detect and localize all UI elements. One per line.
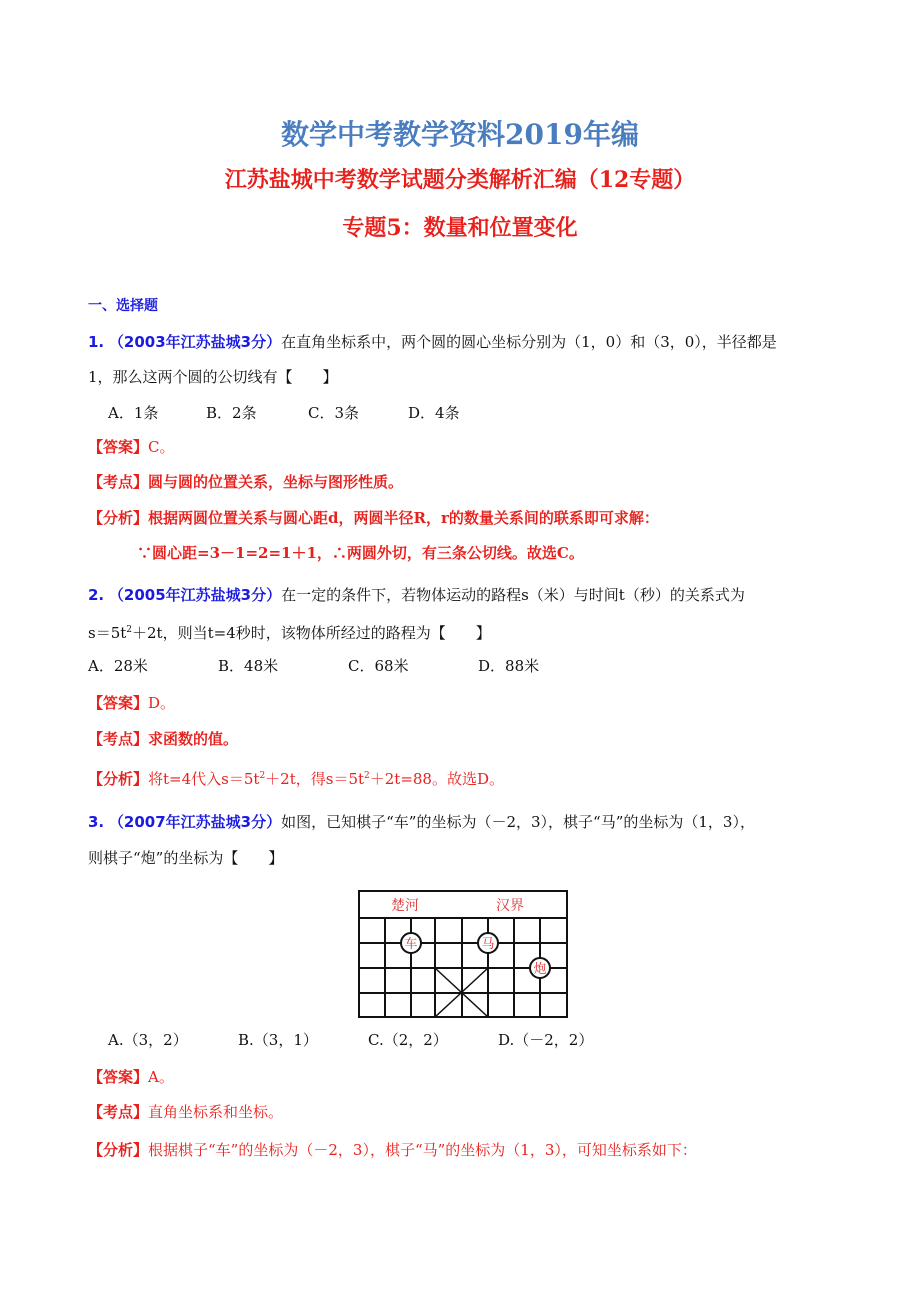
answer-value: A。 — [148, 1068, 174, 1086]
q2-option-c: C．68米 — [348, 657, 409, 675]
point-text: 直角坐标系和坐标。 — [148, 1103, 284, 1121]
doc-subtitle: 江苏盐城中考数学试题分类解析汇编（12专题） — [224, 167, 696, 193]
doc-title: 数学中考教学资料2019年编 — [281, 118, 639, 151]
analysis-tag: 【分析】 — [88, 770, 149, 788]
q2-text: 在一定的条件下，若物体运动的路程s（米）与时间t（秒）的关系式为 — [281, 586, 745, 604]
q1-line1 — [88, 332, 777, 352]
q3-option-b: B.（3，1） — [238, 1031, 318, 1049]
q2-option-d: D．88米 — [478, 657, 540, 675]
analysis-tag: 【分析】 — [88, 509, 149, 527]
q1-option-b: B．2条 — [206, 404, 257, 422]
point-text: 求函数的值。 — [148, 730, 239, 748]
answer-value: C。 — [148, 438, 175, 456]
q1-option-d: D．4条 — [408, 404, 460, 422]
answer-tag: 【答案】 — [88, 694, 149, 712]
q3-number: 3. — [88, 813, 105, 831]
q2-line1 — [88, 585, 745, 605]
q1-option-a: A．1条 — [108, 404, 159, 422]
q1-options — [108, 403, 460, 423]
point-text: 圆与圆的位置关系，坐标与图形性质。 — [148, 473, 404, 491]
point-tag: 【考点】 — [88, 730, 149, 748]
q3-options — [108, 1030, 593, 1050]
piece-che — [401, 933, 421, 953]
point-tag: 【考点】 — [88, 473, 149, 491]
chess-board-figure — [355, 886, 571, 1022]
exponent: 2 — [126, 625, 133, 635]
formula-tail: ＋2t — [132, 624, 163, 642]
q2-line2 — [88, 620, 491, 643]
q1-analysis-2: ∵圆心距=3－1=2=1＋1，∴两圆外切，有三条公切线。故选C。 — [137, 544, 584, 562]
point-tag: 【考点】 — [88, 1103, 149, 1121]
analysis-tag: 【分析】 — [88, 1141, 149, 1159]
q1-line2: 1，那么这两个圆的公切线有【 】 — [88, 368, 338, 386]
analysis-text: 根据棋子“车”的坐标为（－2，3），棋子“马”的坐标为（1，3），可知坐标系如下： — [148, 1141, 697, 1159]
analysis-text: 根据两圆位置关系与圆心距d，两圆半径R，r的数量关系间的联系即可求解： — [148, 509, 659, 527]
river-right-label: 汉界 — [496, 898, 524, 914]
analysis-a: 将t=4代入s＝5t — [148, 770, 260, 788]
q1-source: （2003年江苏盐城3分） — [108, 333, 282, 351]
q2-answer — [88, 693, 175, 713]
q3-analysis — [88, 1140, 697, 1160]
q2-option-b: B．48米 — [218, 657, 279, 675]
analysis-b: ＋2t，得s＝5t — [265, 770, 365, 788]
q2-text2: ，则当t=4秒时，该物体所经过的路程为【 】 — [162, 624, 491, 642]
q3-point — [88, 1102, 283, 1122]
q3-line2: 则棋子“炮”的坐标为【 】 — [88, 849, 284, 867]
answer-tag: 【答案】 — [88, 438, 149, 456]
piece-che-label: 车 — [404, 937, 418, 952]
q1-number: 1. — [88, 333, 105, 351]
q1-analysis — [88, 508, 659, 528]
piece-pao-label: 炮 — [533, 962, 547, 977]
river-left-label: 楚河 — [391, 898, 419, 914]
q3-source: （2007年江苏盐城3分） — [108, 813, 282, 831]
q3-option-d: D.（－2，2） — [498, 1031, 594, 1049]
q1-point — [88, 472, 403, 492]
q3-line1 — [88, 812, 755, 832]
q1-answer — [88, 437, 175, 457]
answer-value: D。 — [148, 694, 176, 712]
q2-number: 2. — [88, 586, 105, 604]
piece-ma — [478, 933, 498, 953]
piece-pao — [530, 958, 550, 978]
answer-tag: 【答案】 — [88, 1068, 149, 1086]
section-heading: 一、选择题 — [88, 298, 158, 314]
analysis-c: ＋2t=88。故选D。 — [369, 770, 505, 788]
q2-options — [88, 656, 539, 676]
q1-text: 在直角坐标系中，两个圆的圆心坐标分别为（1，0）和（3，0），半径都是 — [281, 333, 777, 351]
q2-option-a: A．28米 — [88, 657, 148, 675]
q3-option-c: C.（2，2） — [368, 1031, 448, 1049]
q3-text: 如图，已知棋子“车”的坐标为（－2，3），棋子“马”的坐标为（1，3）， — [281, 813, 755, 831]
formula: s＝5t — [88, 624, 127, 642]
q1-option-c: C．3条 — [308, 404, 360, 422]
exponent: 2 — [364, 771, 370, 781]
q3-answer — [88, 1067, 174, 1087]
q2-analysis — [88, 766, 504, 789]
q3-option-a: A.（3，2） — [108, 1031, 188, 1049]
piece-ma-label: 马 — [481, 937, 495, 952]
q2-point — [88, 729, 238, 749]
exponent: 2 — [259, 771, 266, 781]
topic-title: 专题5：数量和位置变化 — [342, 215, 578, 241]
q2-source: （2005年江苏盐城3分） — [108, 586, 282, 604]
